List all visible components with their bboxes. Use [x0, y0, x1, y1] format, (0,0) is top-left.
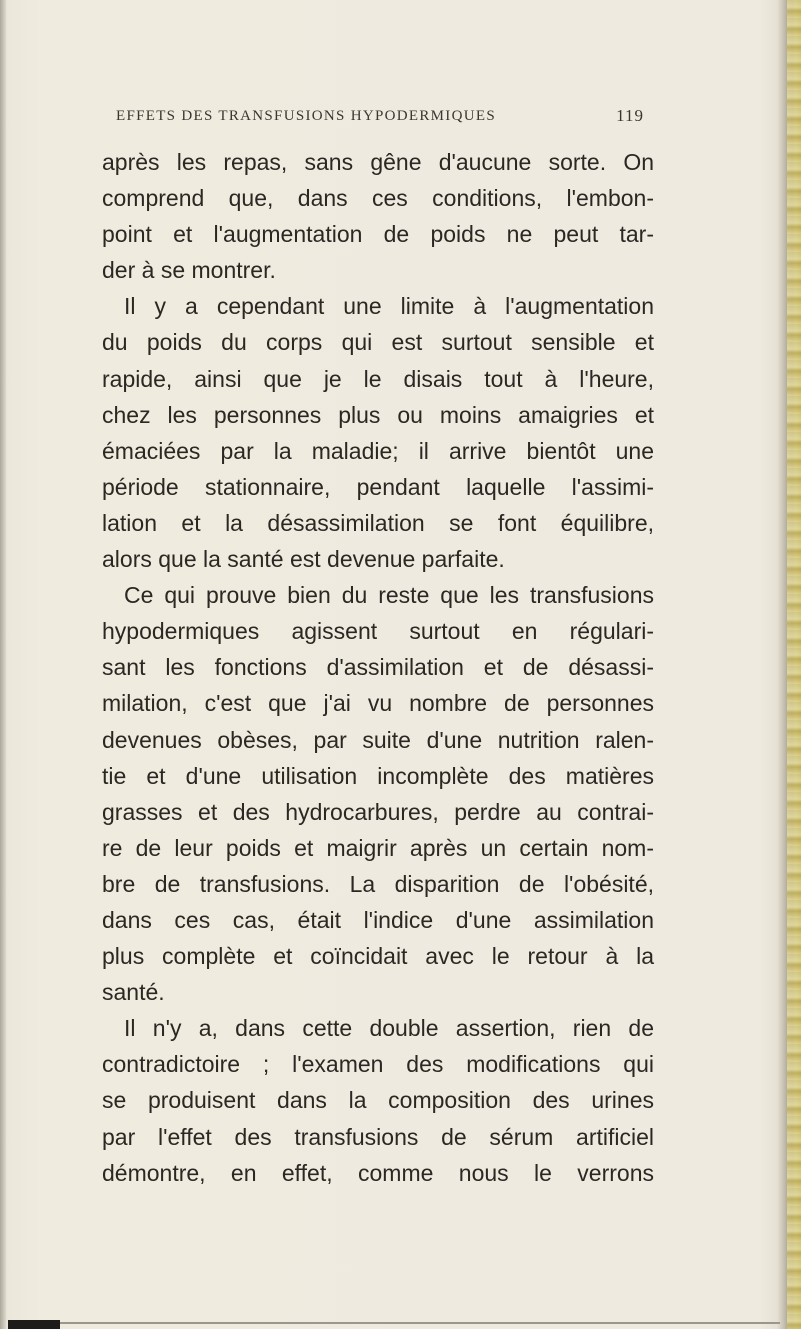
- text-line: re de leur poids et maigrir après un certain nom-: [102, 834, 654, 861]
- text-line: tie et d'une utilisation incomplète des matières: [102, 762, 654, 789]
- text-line: contradictoire ; l'examen des modifications qui: [102, 1051, 654, 1078]
- running-title: EFFETS DES TRANSFUSIONS HYPODERMIQUES: [116, 108, 496, 124]
- text-line: alors que la santé est devenue parfaite.: [102, 546, 505, 573]
- page-edge-shadow: [777, 0, 787, 1329]
- text-line: après les repas, sans gêne d'aucune sorte. On: [102, 149, 654, 175]
- text-line: chez les personnes plus ou moins amaigries et: [102, 401, 654, 428]
- text-line: santé.: [102, 979, 165, 1006]
- bottom-edge-line: [60, 1322, 780, 1324]
- text-line: lation et la désassimilation se font équilibre,: [102, 509, 654, 536]
- text-line: émaciées par la maladie; il arrive bientôt une: [102, 437, 654, 464]
- page-gutter-shadow: [0, 0, 6, 1329]
- bottom-edge-mark: [8, 1320, 60, 1329]
- text-line: démontre, en effet, comme nous le verrons: [102, 1159, 654, 1186]
- body-text: [102, 144, 654, 1191]
- text-line: sant les fonctions d'assimilation et de désassi-: [102, 654, 654, 681]
- text-line: hypodermiques agissent surtout en régulari-: [102, 618, 654, 645]
- text-line: bre de transfusions. La disparition de l'obésité,: [102, 870, 654, 897]
- text-line: Il n'y a, dans cette double assertion, rien de: [124, 1015, 654, 1042]
- text-line: par l'effet des transfusions de sérum artificiel: [102, 1123, 654, 1150]
- text-line: comprend que, dans ces conditions, l'embon-: [102, 185, 654, 212]
- text-line: devenues obèses, par suite d'une nutrition ralen-: [102, 726, 654, 753]
- text-line: Il y a cependant une limite à l'augmentation: [124, 293, 654, 320]
- page-edge-fore-edge: [787, 0, 801, 1329]
- text-line: se produisent dans la composition des urines: [102, 1087, 654, 1114]
- running-header: [116, 108, 644, 132]
- text-line: rapide, ainsi que je le disais tout à l'heure,: [102, 365, 654, 392]
- text-line: Ce qui prouve bien du reste que les transfusions: [124, 582, 654, 609]
- text-line: du poids du corps qui est surtout sensible et: [102, 329, 654, 356]
- page-number: 119: [616, 106, 644, 125]
- text-line: der à se montrer.: [102, 257, 276, 284]
- text-line: point et l'augmentation de poids ne peut tar-: [102, 221, 654, 248]
- text-line: grasses et des hydrocarbures, perdre au contrai-: [102, 798, 654, 825]
- text-line: dans ces cas, était l'indice d'une assimilation: [102, 906, 654, 933]
- text-line: milation, c'est que j'ai vu nombre de personnes: [102, 690, 654, 717]
- text-line: période stationnaire, pendant laquelle l'assimi-: [102, 473, 654, 500]
- text-line: plus complète et coïncidait avec le retour à la: [102, 943, 654, 970]
